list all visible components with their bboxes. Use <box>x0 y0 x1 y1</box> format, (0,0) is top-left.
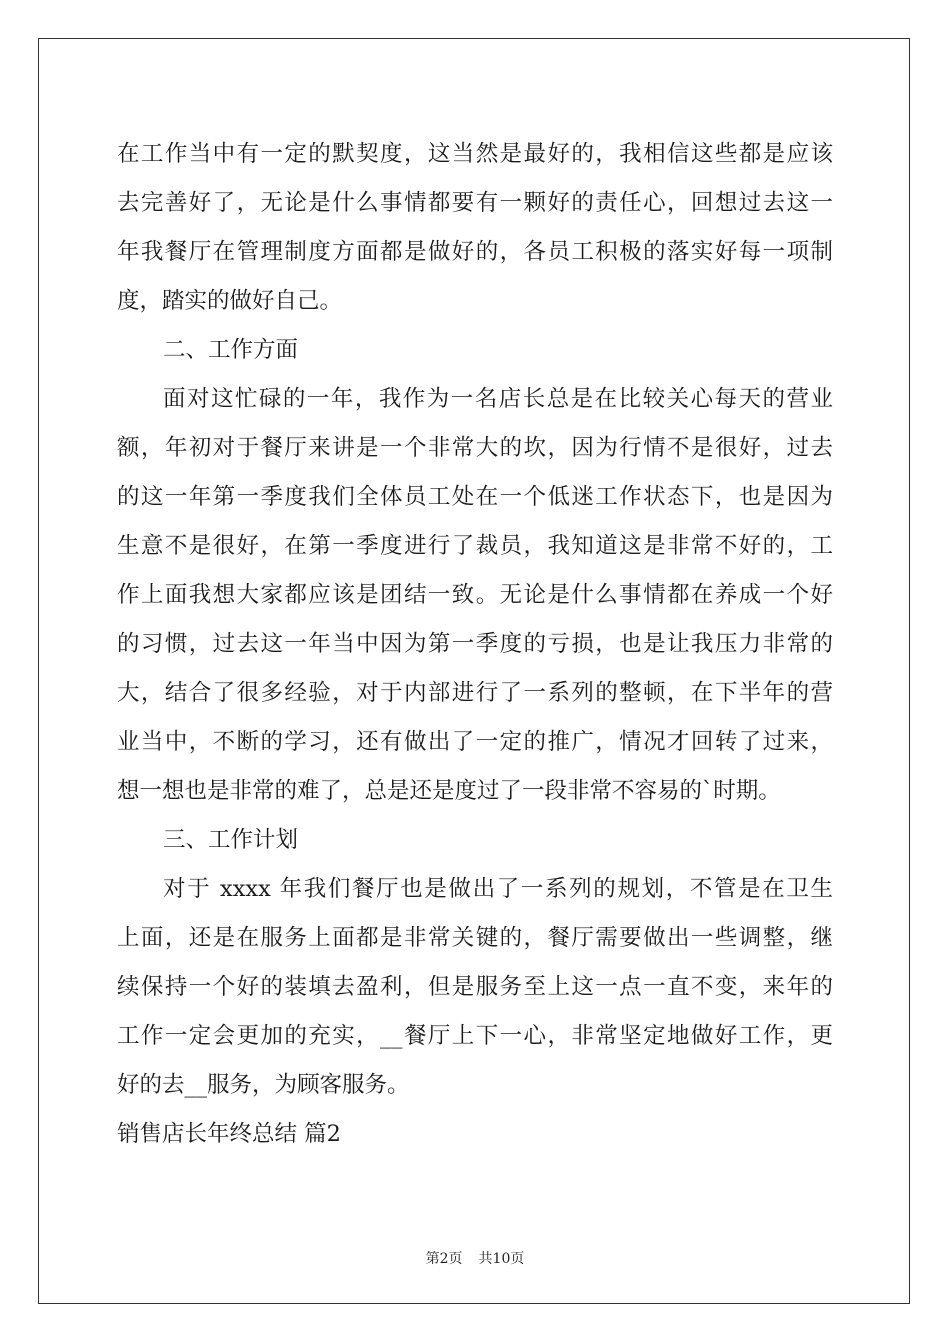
text-line: 业当中，不断的学习，还有做出了一定的推广，情况才回转了过来， <box>117 729 833 755</box>
section-heading: 二、工作方面 <box>163 337 299 363</box>
text-line: 续保持一个好的装填去盈利，但是服务至上这一点一直不变，来年的 <box>117 974 833 1000</box>
text-line: 度，踏实的做好自己。 <box>117 288 343 314</box>
text-line: 生意不是很好，在第一季度进行了裁员，我知道这是非常不好的，工 <box>117 533 833 559</box>
text-line: 年我餐厅在管理制度方面都是做好的，各员工积极的落实好每一项制 <box>117 239 833 265</box>
text-line: 的这一年第一季度我们全体员工处在一个低迷工作状态下，也是因为 <box>117 484 833 510</box>
text-line: 作上面我想大家都应该是团结一致。无论是什么事情都在养成一个好 <box>117 582 833 608</box>
text-line: 面对这忙碌的一年，我作为一名店长总是在比较关心每天的营业 <box>163 386 833 412</box>
text-line: 在工作当中有一定的默契度，这当然是最好的，我相信这些都是应该 <box>117 141 833 167</box>
section-heading: 三、工作计划 <box>163 827 299 853</box>
text-line: 工作一定会更加的充实，__餐厅上下一心，非常坚定地做好工作，更 <box>117 1023 833 1049</box>
page-footer <box>0 1248 950 1268</box>
text-line: 额，年初对于餐厅来讲是一个非常大的坎，因为行情不是很好，过去 <box>117 435 833 461</box>
text-line: 对于 xxxx 年我们餐厅也是做出了一系列的规划，不管是在卫生 <box>163 876 833 902</box>
text-line: 大，结合了很多经验，对于内部进行了一系列的整顿，在下半年的营 <box>117 680 833 706</box>
page-number: 第2页 <box>425 1251 463 1267</box>
text-line: 的习惯，过去这一年当中因为第一季度的亏损，也是让我压力非常的 <box>117 631 833 657</box>
text-line: 去完善好了，无论是什么事情都要有一颗好的责任心，回想过去这一 <box>117 190 833 216</box>
text-line: 上面，还是在服务上面都是非常关键的，餐厅需要做出一些调整，继 <box>117 925 833 951</box>
document-body <box>117 130 833 1159</box>
article-title: 销售店长年终总结 篇2 <box>117 1121 341 1147</box>
page-total: 共10页 <box>478 1251 525 1267</box>
text-line: 好的去__服务，为顾客服务。 <box>117 1072 410 1098</box>
text-line: 想一想也是非常的难了，总是还是度过了一段非常不容易的`时期。 <box>117 778 781 804</box>
